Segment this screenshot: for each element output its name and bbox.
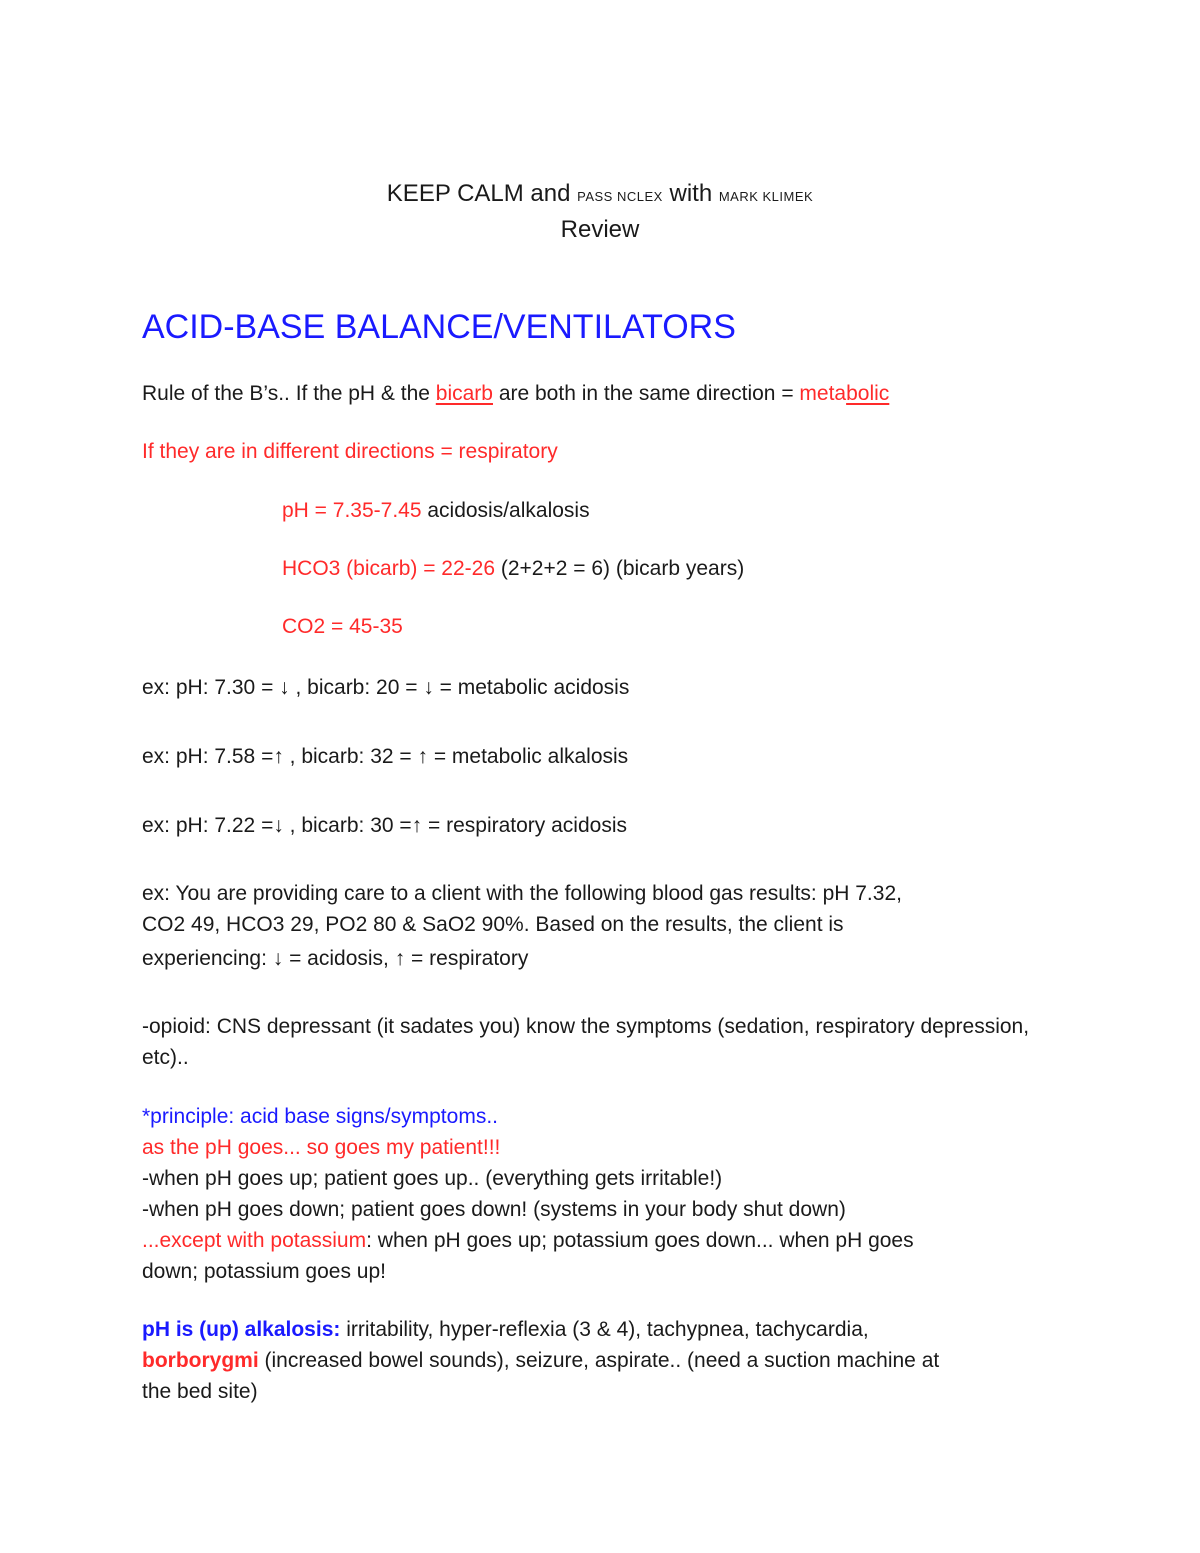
document-subtitle: Review [560, 216, 640, 243]
rule-bicarb-word: bicarb [435, 382, 493, 405]
ph-range-note: acidosis/alkalosis [421, 499, 590, 522]
principle-line-3: -when pH goes up; patient goes up.. (everything gets irritable!) [142, 1167, 723, 1190]
rule-bolic-word: bolic [846, 382, 890, 405]
potassium-rule-text: : when pH goes up; potassium goes down... when pH goes [366, 1229, 914, 1252]
rule-text-1: Rule of the B’s.. If the pH & the [142, 382, 436, 405]
example-line-3: ex: pH: 7.22 =↓ , bicarb: 30 =↑ = respiratory acidosis [142, 814, 627, 837]
opioid-line-1: -opioid: CNS depressant (it sadates you) know the symptoms (sedation, respiratory depression, [142, 1015, 1030, 1038]
title-part-pass-nclex: PASS NCLEX [577, 189, 663, 204]
document-title [0, 180, 1200, 208]
ph-range-line [282, 499, 590, 523]
ph-range-value: pH = 7.35-7.45 [282, 499, 422, 522]
case-line-2: CO2 49, HCO3 29, PO2 80 & SaO2 90%. Based on the results, the client is [142, 913, 844, 936]
hco3-range-line [282, 557, 744, 581]
section-heading: ACID-BASE BALANCE/VENTILATORS [142, 308, 736, 346]
example-line-1: ex: pH: 7.30 = ↓ , bicarb: 20 = ↓ = metabolic acidosis [142, 676, 630, 699]
rule-text-2: are both in the same direction = [492, 382, 800, 405]
alkalosis-symptoms-2: (increased bowel sounds), seizure, aspirate.. (need a suction machine at [258, 1349, 940, 1372]
alkalosis-line-2 [142, 1349, 939, 1373]
hco3-range-value: HCO3 (bicarb) = 22-26 [282, 557, 496, 580]
principle-line-6: down; potassium goes up! [142, 1260, 386, 1283]
title-part-with: with [662, 180, 719, 207]
example-line-2: ex: pH: 7.58 =↑ , bicarb: 32 = ↑ = metabolic alkalosis [142, 745, 629, 768]
principle-line-5 [142, 1229, 914, 1253]
hco3-range-note: (2+2+2 = 6) (bicarb years) [495, 557, 745, 580]
alkalosis-symptoms-1: irritability, hyper-reflexia (3 & 4), tachypnea, tachycardia, [340, 1318, 869, 1341]
alkalosis-line-1 [142, 1318, 869, 1342]
alkalosis-label: pH is (up) alkalosis: [142, 1318, 341, 1341]
rule-meta-word: meta [799, 382, 847, 405]
principle-line-2: as the pH goes... so goes my patient!!! [142, 1136, 501, 1159]
title-part-keep-calm: KEEP CALM and [386, 180, 578, 207]
alkalosis-line-3: the bed site) [142, 1380, 258, 1403]
potassium-exception: ...except with potassium [142, 1229, 367, 1252]
title-part-author: MARK KLIMEK [718, 189, 814, 204]
opioid-line-2: etc).. [142, 1046, 189, 1069]
case-line-1: ex: You are providing care to a client with the following blood gas results: pH 7.32, [142, 882, 902, 905]
co2-range-line: CO2 = 45-35 [282, 615, 403, 638]
principle-line-4: -when pH goes down; patient goes down! (systems in your body shut down) [142, 1198, 846, 1221]
borborygmi-term: borborygmi [142, 1349, 259, 1372]
case-line-3: experiencing: ↓ = acidosis, ↑ = respiratory [142, 947, 529, 970]
rule-of-bs-line [142, 382, 889, 406]
rule-respiratory-line: If they are in different directions = respiratory [142, 440, 558, 463]
principle-line-1: *principle: acid base signs/symptoms.. [142, 1105, 498, 1128]
